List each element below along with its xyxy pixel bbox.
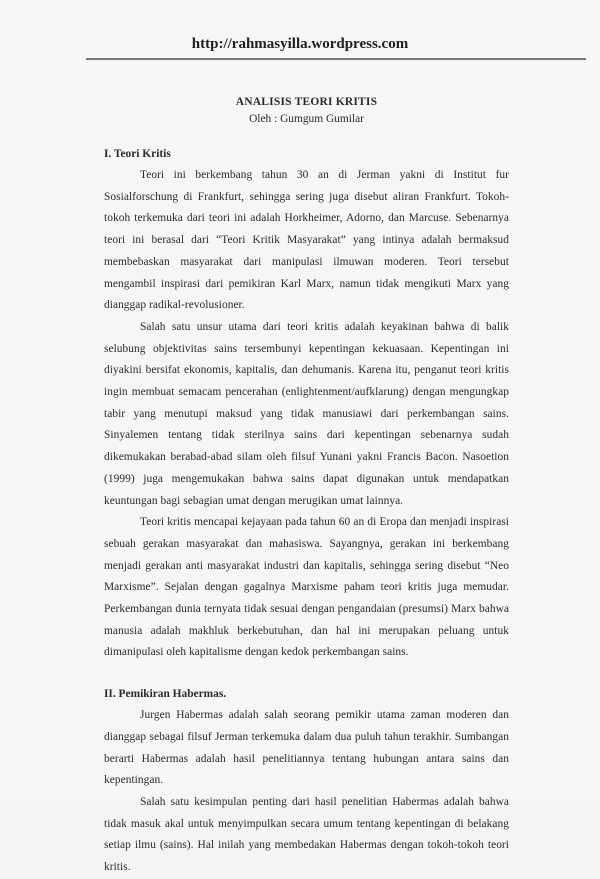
header-divider [86,58,586,60]
document-body [104,94,509,879]
section-heading-teori-kritis: I. Teori Kritis [104,148,171,160]
paragraph: Salah satu unsur utama dari teori kritis adalah keyakinan bahwa di balik selubung objektivitas sains tersembunyi kepentingan kekuasaan. Kepentingan ini diyakini bersifat ekonomis, kapitalis, dan dehumanis. Karena itu, penganut teori kritis ingin membuat semacam pencerahan (enlightenment/aufklarung) dengan mengungkap tabir yang menutupi maksud yang tidak manusiawi dari perkembangan sains. Sinyalemen tentang tidak sterilnya sains dari kepentingan sebenarnya sudah dikemukakan berabad-abad silam oleh filsuf Yunani yakni Francis Bacon. Nasoetion (1999) juga mengemukakan bahwa sains dapat digunakan untuk mendapatkan keuntungan bagi sebagian umat dengan merugikan umat lainnya. [104,320,509,507]
page-url: http://rahmasyilla.wordpress.com [191,36,409,52]
paragraph: Salah satu kesimpulan penting dari hasil penelitian Habermas adalah bahwa tidak masuk akal untuk menyimpulkan secara umum tentang kepentingan di belakang setiap ilmu (sains). Hal inilah yang membedakan Habermas dengan tokoh-tokoh teori kritis. [104,795,509,874]
document-author: Oleh : Gumgum Gumilar [249,113,364,125]
section-heading-pemikiran-habermas: II. Pemikiran Habermas. [104,688,227,701]
paragraph: Jurgen Habermas adalah salah seorang pemikir utama zaman moderen dan dianggap sebagai filsuf Jerman terkemuka dalam dua puluh tahun terakhir. Sumbangan berarti Habermas adalah hasil penelitiannya tentang hubungan antara sains dan kepentingan. [104,709,509,787]
document-title: ANALISIS TEORI KRITIS [235,96,378,108]
paragraph: Teori ini berkembang tahun 30 an di Jerman yakni di Institut fur Sosialforschung di Frankfurt, sehingga sering juga disebut aliran Frankfurt. Tokoh-tokoh terkemuka dari teori ini adalah Horkheimer, Adorno, dan Marcuse. Sebenarnya teori ini berasal dari “Teori Kritik Masyarakat” yang intinya adalah bermaksud membebaskan masyarakat dari manipulasi ilmuwan moderen. Teori tersebut mengambil inspirasi dari pemikiran Karl Marx, namun tidak mengikuti Marx yang dianggap radikal-revolusioner. [104,169,509,312]
paragraph: Teori kritis mencapai kejayaan pada tahun 60 an di Eropa dan menjadi inspirasi sebuah gerakan masyarakat dan mahasiswa. Sayangnya, gerakan ini berkembang menjadi gerakan anti masyarakat industri dan kapitalis, sehingga sering disebut “Neo Marxisme”. Sejalan dengan gagalnya Marxisme paham teori kritis juga memudar. Perkembangan dunia ternyata tidak sesuai dengan pengandaian (presumsi) Marx bahwa manusia adalah makhluk berkebutuhan, dan hal ini merupakan peluang untuk dimanipulasi oleh kapitalisme dengan kedok perkembangan sains. [104,516,509,659]
